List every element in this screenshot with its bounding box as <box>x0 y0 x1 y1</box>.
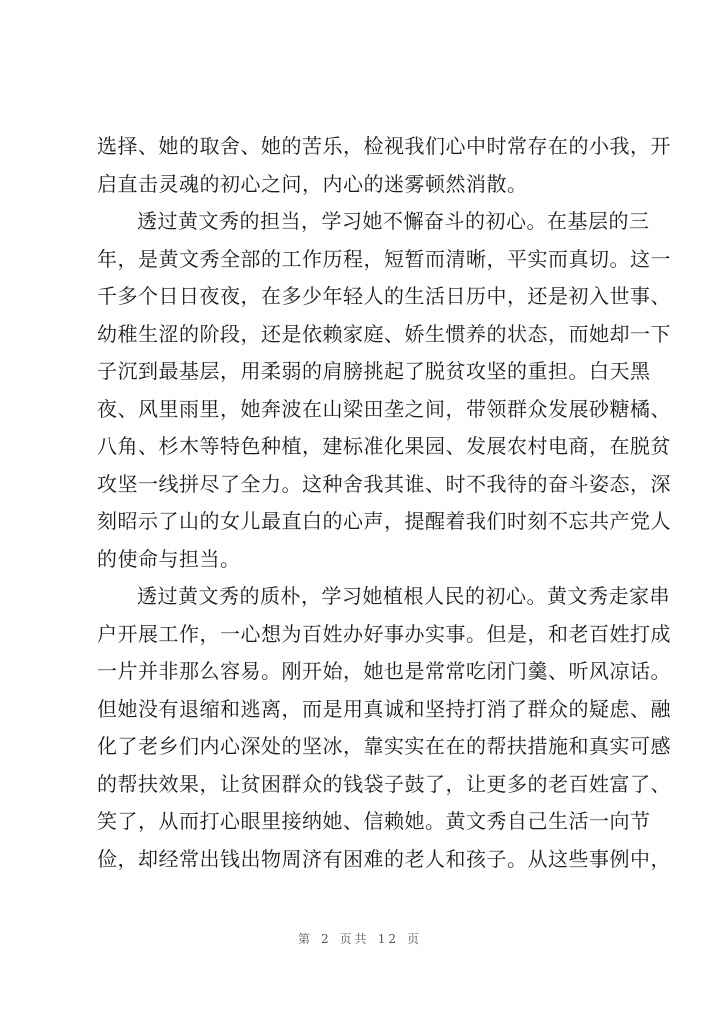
text-line: 俭，却经常出钱出物周济有困难的老人和孩子。从这些事例中， <box>97 846 671 871</box>
text-line: 攻坚一线拼尽了全力。这种舍我其谁、时不我待的奋斗姿态，深 <box>97 471 671 496</box>
footer-prefix: 第 <box>298 932 314 946</box>
text-line: 年，是黄文秀全部的工作历程，短暂而清晰，平实而真切。这一 <box>97 246 671 271</box>
text-line: 的帮扶效果，让贫困群众的钱袋子鼓了，让更多的老百姓富了、 <box>97 771 671 796</box>
page-footer <box>0 930 720 947</box>
text-line: 户开展工作，一心想为百姓办好事办实事。但是，和老百姓打成 <box>97 621 671 646</box>
text-line: 透过黄文秀的质朴，学习她植根人民的初心。黄文秀走家串 <box>137 584 670 608</box>
text-line: 选择、她的取舍、她的苦乐，检视我们心中时常存在的小我，开 <box>97 134 671 158</box>
text-line: 千多个日日夜夜，在多少年轻人的生活日历中，还是初入世事、 <box>97 284 671 308</box>
text-line: 一片并非那么容易。刚开始，她也是常常吃闭门羹、听风凉话。 <box>97 659 671 683</box>
text-line: 幼稚生涩的阶段，还是依赖家庭、娇生惯养的状态，而她却一下 <box>97 321 671 346</box>
text-line: 笑了，从而打心眼里接纳她、信赖她。黄文秀自己生活一向节 <box>97 809 651 833</box>
text-line: 但她没有退缩和逃离，而是用真诚和坚持打消了群众的疑虑、融 <box>97 696 671 721</box>
text-line: 透过黄文秀的担当，学习她不懈奋斗的初心。在基层的三 <box>137 209 650 233</box>
footer-mid: 页共 <box>339 932 370 946</box>
text-line: 化了老乡们内心深处的坚冰，靠实实在在的帮扶措施和真实可感 <box>97 734 671 758</box>
text-line: 的使命与担当。 <box>97 546 241 571</box>
total-pages-number: 12 <box>377 932 399 946</box>
body-text <box>97 128 671 878</box>
text-line: 启直击灵魂的初心之问，内心的迷雾顿然消散。 <box>97 171 528 196</box>
text-line: 子沉到最基层，用柔弱的肩膀挑起了脱贫攻坚的重担。白天黑 <box>97 359 651 383</box>
footer-suffix: 页 <box>406 932 422 946</box>
current-page-number: 2 <box>321 932 332 946</box>
text-line: 八角、杉木等特色种植，建标准化果园、发展农村电商，在脱贫 <box>97 434 671 458</box>
text-line: 夜、风里雨里，她奔波在山梁田垄之间，带领群众发展砂糖橘、 <box>97 396 671 421</box>
text-line: 刻昭示了山的女儿最直白的心声，提醒着我们时刻不忘共产党人 <box>97 509 671 533</box>
